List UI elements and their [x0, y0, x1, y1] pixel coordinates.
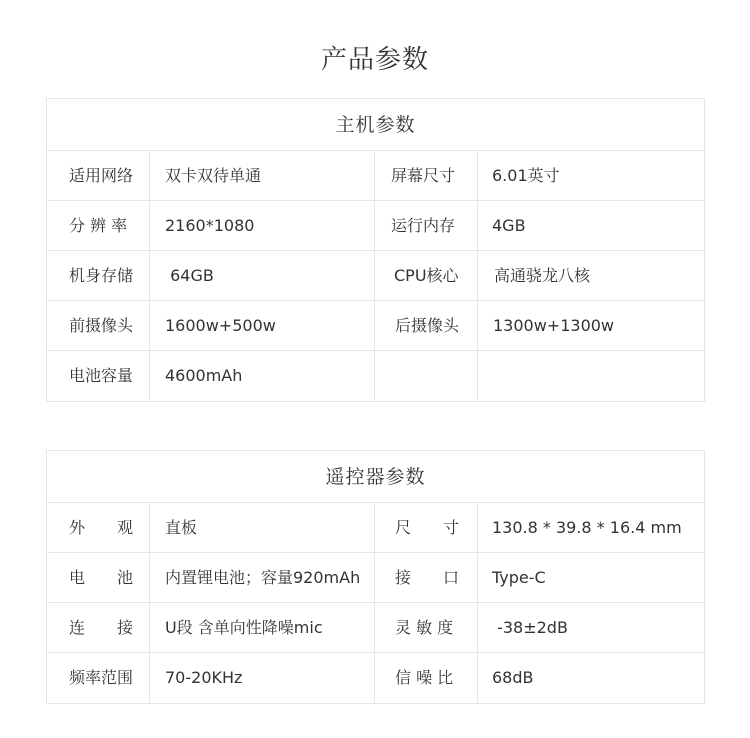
spec-value: 68dB	[492, 668, 534, 687]
spec-label: 灵 敏 度	[375, 603, 478, 652]
spec-label: 运行内存	[375, 201, 478, 250]
host-spec-table	[46, 98, 705, 402]
spec-value: 70-20KHz	[150, 653, 375, 703]
spec-label: 前摄像头	[47, 301, 150, 350]
remote-spec-table	[46, 450, 705, 704]
spec-value: 4GB	[492, 216, 526, 235]
spec-label: 尺 寸	[375, 503, 478, 552]
table-row	[47, 351, 704, 401]
remote-table-heading: 遥控器参数	[47, 451, 704, 503]
table-row	[47, 553, 704, 603]
spec-label: 适用网络	[47, 151, 150, 200]
spec-label: 电 池	[47, 553, 150, 602]
spec-value: 直板	[150, 503, 375, 552]
spec-value: -38±2dB	[492, 618, 568, 637]
spec-label: 后摄像头	[375, 301, 478, 350]
spec-label: 频率范围	[47, 653, 150, 703]
host-table-heading: 主机参数	[47, 99, 704, 151]
spec-value: 内置锂电池；容量920mAh	[150, 553, 375, 602]
spec-label: 外 观	[47, 503, 150, 552]
spec-label: 信 噪 比	[375, 653, 478, 703]
spec-label: 电池容量	[47, 351, 150, 401]
spec-value: 1600w+500w	[150, 301, 375, 350]
table-row	[47, 603, 704, 653]
spec-label: 连 接	[47, 603, 150, 652]
page-title: 产品参数	[320, 45, 429, 75]
table-row	[47, 301, 704, 351]
table-row	[47, 251, 704, 301]
spec-label: CPU核心	[375, 251, 478, 300]
spec-label	[375, 351, 478, 401]
spec-value	[478, 351, 704, 401]
spec-value: U段 含单向性降噪mic	[150, 603, 375, 652]
spec-label: 机身存储	[47, 251, 150, 300]
table-row	[47, 151, 704, 201]
table-row	[47, 653, 704, 703]
spec-label: 分 辨 率	[47, 201, 150, 250]
spec-value: 64GB	[150, 251, 375, 300]
table-row	[47, 503, 704, 553]
spec-label: 屏幕尺寸	[375, 151, 478, 200]
spec-value: 高通骁龙八核	[494, 266, 591, 285]
spec-value: 1300w+1300w	[493, 316, 615, 335]
spec-value: Type-C	[492, 568, 546, 587]
table-row	[47, 201, 704, 251]
spec-value: 130.8 * 39.8 * 16.4 mm	[492, 518, 682, 537]
spec-value: 双卡双待单通	[150, 151, 375, 200]
spec-value: 6.01英寸	[492, 166, 560, 185]
spec-label: 接 口	[375, 553, 478, 602]
spec-value: 4600mAh	[150, 351, 375, 401]
spec-value: 2160*1080	[150, 201, 375, 250]
